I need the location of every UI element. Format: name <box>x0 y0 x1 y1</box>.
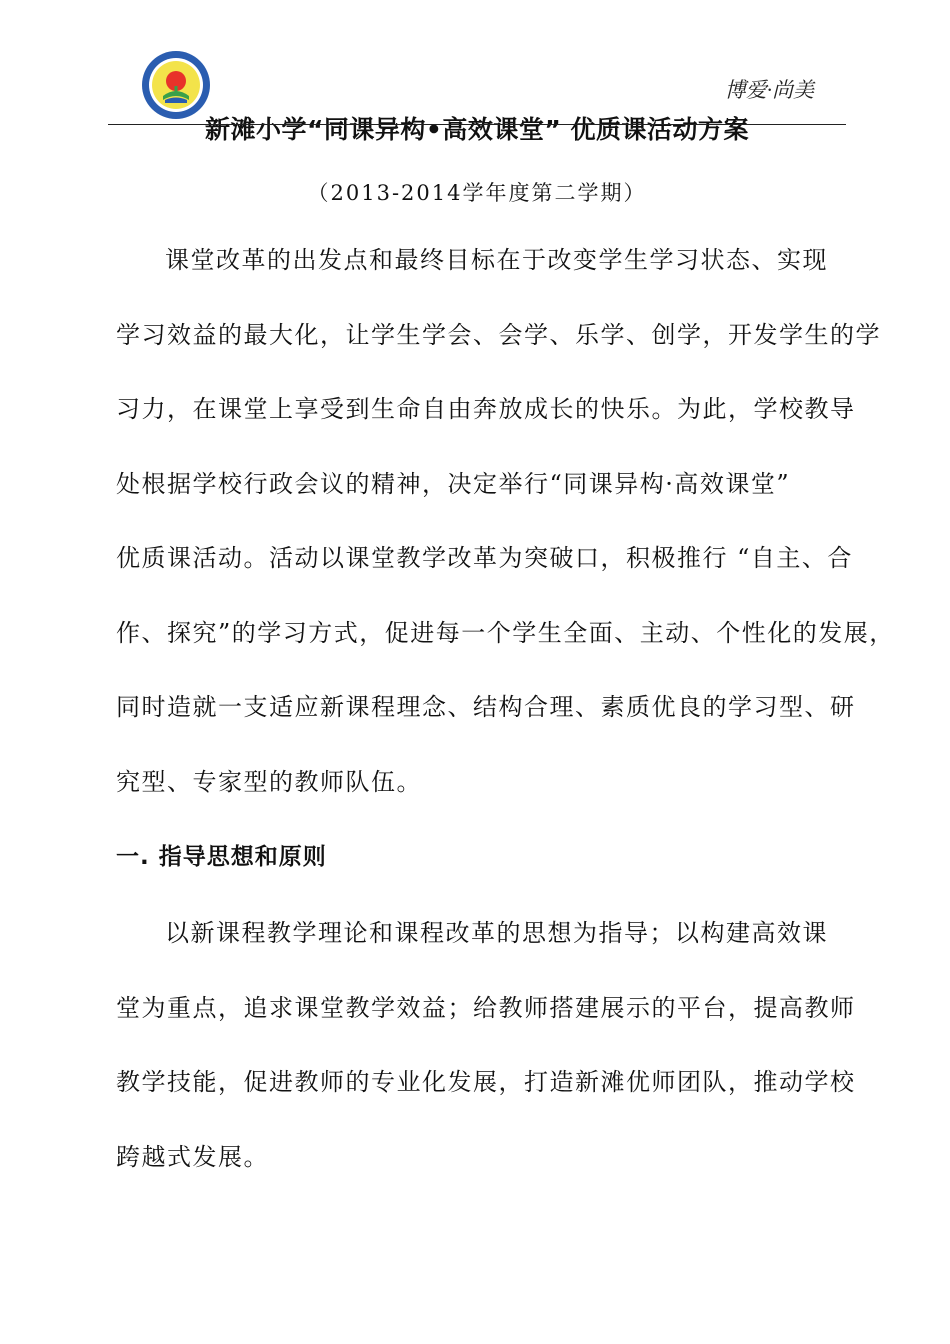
section-line: 教学技能，促进教师的专业化发展，打造新滩优师团队，推动学校 <box>116 1068 856 1096</box>
document-subtitle: （2013-2014学年度第二学期） <box>307 181 647 205</box>
section-heading: 一. 指导思想和原则 <box>116 844 327 870</box>
document-title: 新滩小学“同课异构•高效课堂” 优质课活动方案 <box>204 115 750 144</box>
school-motto: 博爱·尚美 <box>724 78 814 102</box>
intro-line: 学习效益的最大化，让学生学会、会学、乐学、创学，开发学生的学 <box>116 321 881 349</box>
intro-line: 习力，在课堂上享受到生命自由奔放成长的快乐。为此，学校教导 <box>116 395 856 423</box>
intro-line: 优质课活动。活动以课堂教学改革为突破口，积极推行 “自主、合 <box>116 544 853 572</box>
intro-line: 同时造就一支适应新课程理念、结构合理、素质优良的学习型、研 <box>116 693 856 721</box>
header-divider <box>108 124 846 125</box>
intro-line: 课堂改革的出发点和最终目标在于改变学生学习状态、实现 <box>165 246 828 274</box>
intro-line: 究型、专家型的教师队伍。 <box>116 768 422 796</box>
section-line: 跨越式发展。 <box>116 1143 269 1171</box>
intro-line: 处根据学校行政会议的精神，决定举行“同课异构·高效课堂” <box>116 470 791 498</box>
intro-line: 作、探究”的学习方式，促进每一个学生全面、主动、个性化的发展， <box>116 619 895 647</box>
section-line: 以新课程教学理论和课程改革的思想为指导；以构建高效课 <box>165 919 828 947</box>
section-line: 堂为重点，追求课堂教学效益；给教师搭建展示的平台，提高教师 <box>116 994 856 1022</box>
